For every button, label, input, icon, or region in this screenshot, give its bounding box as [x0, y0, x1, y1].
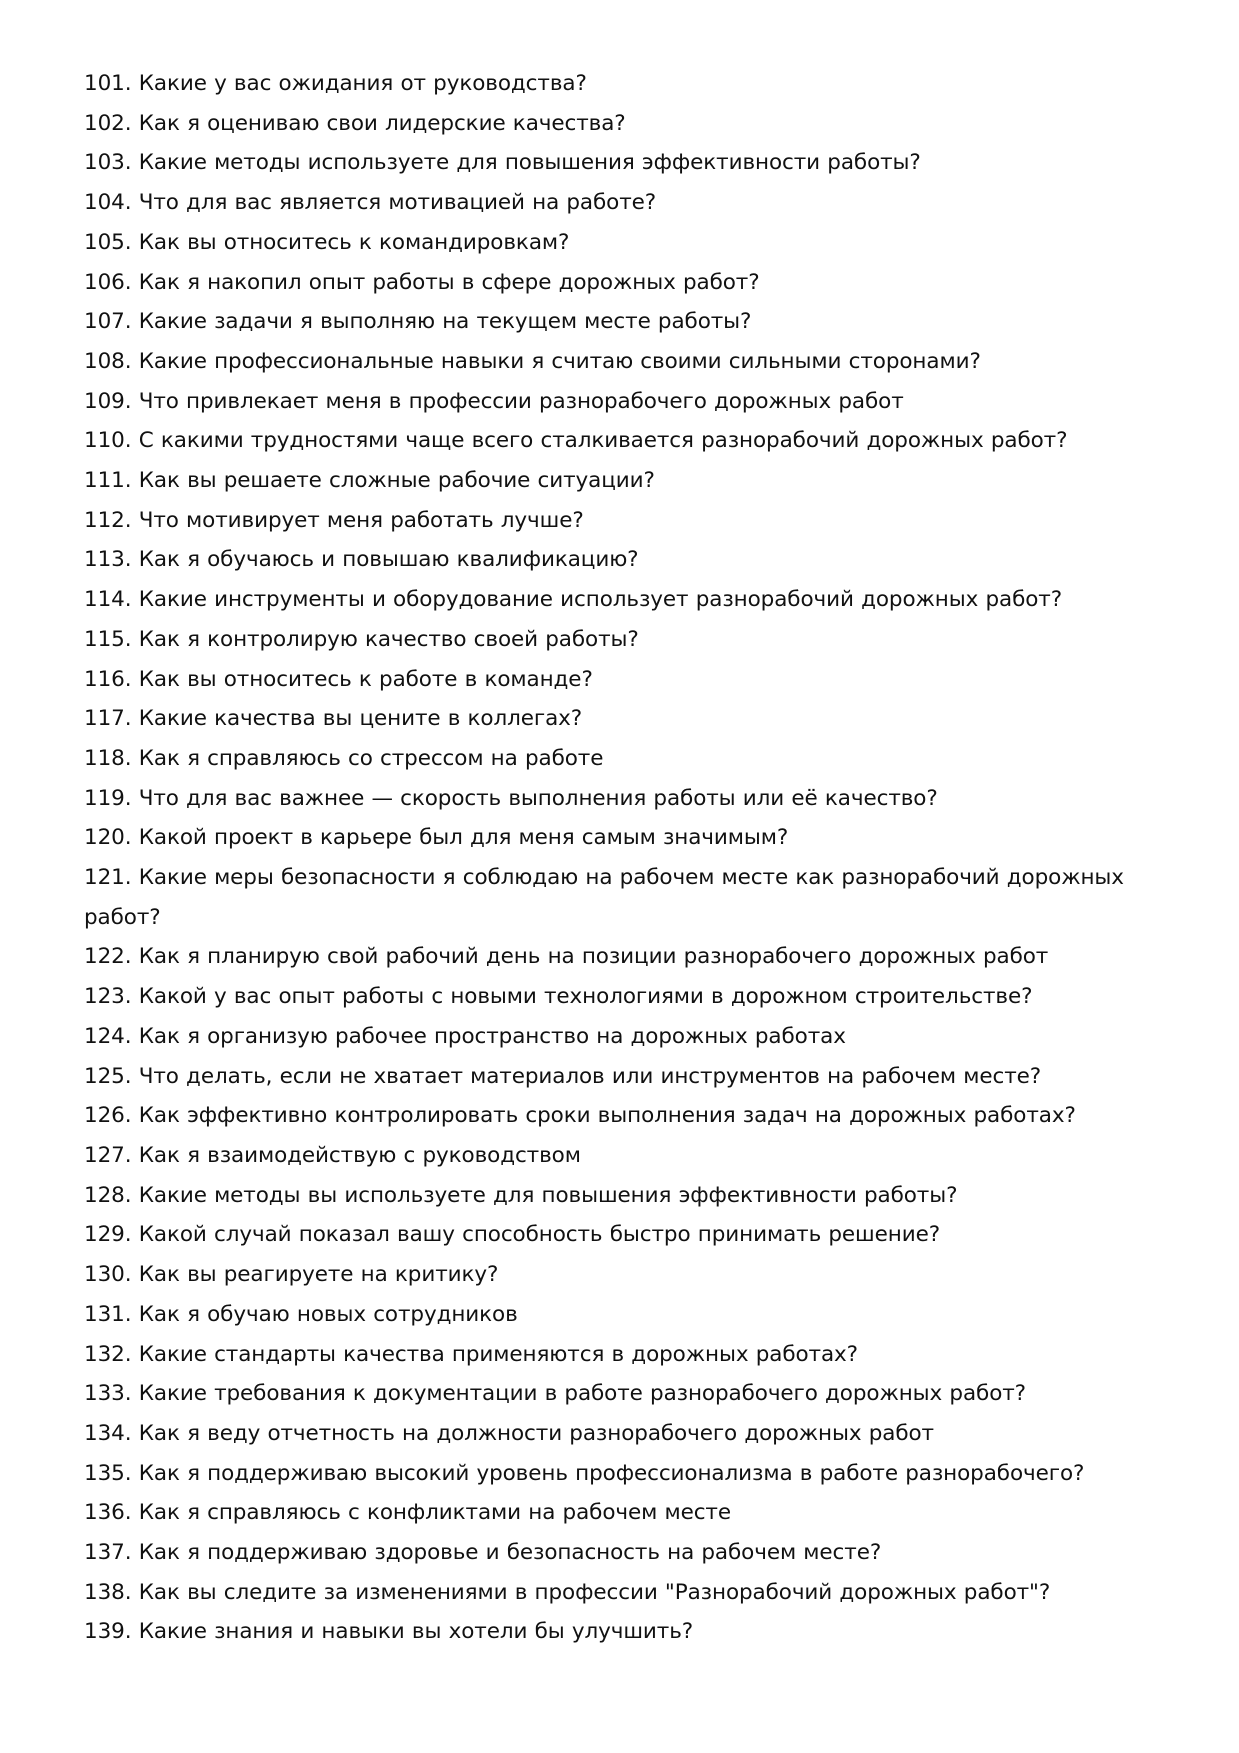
list-item: 109. Что привлекает меня в профессии разнорабочего дорожных работ [84, 388, 904, 414]
list-item: 134. Как я веду отчетность на должности разнорабочего дорожных работ [84, 1420, 934, 1446]
list-item: 138. Как вы следите за изменениями в профессии "Разнорабочий дорожных работ"? [84, 1579, 1051, 1605]
list-item: 123. Какой у вас опыт работы с новыми технологиями в дорожном строительстве? [84, 984, 1033, 1010]
list-item: 113. Как я обучаюсь и повышаю квалификацию? [84, 547, 639, 573]
list-item: 126. Как эффективно контролировать сроки выполнения задач на дорожных работах? [84, 1103, 1076, 1129]
list-item: 118. Как я справляюсь со стрессом на работе [84, 745, 604, 771]
list-item: 115. Как я контролирую качество своей работы? [84, 626, 639, 652]
list-item: 111. Как вы решаете сложные рабочие ситуации? [84, 468, 655, 494]
list-item: 116. Как вы относитесь к работе в команде? [84, 666, 593, 692]
list-item: 102. Как я оцениваю свои лидерские качества? [84, 110, 626, 136]
list-item: 107. Какие задачи я выполняю на текущем месте работы? [84, 309, 752, 335]
list-item: 122. Как я планирую свой рабочий день на позиции разнорабочего дорожных работ [84, 944, 1049, 970]
list-item: 117. Какие качества вы цените в коллегах? [84, 706, 583, 732]
list-item: 125. Что делать, если не хватает материалов или инструментов на рабочем месте? [84, 1063, 1042, 1089]
list-item: 105. Как вы относитесь к командировкам? [84, 229, 570, 255]
list-item: 121. Какие меры безопасности я соблюдаю на рабочем месте как разнорабочий дорожных работ? [84, 865, 1124, 930]
list-item: 135. Как я поддерживаю высокий уровень профессионализма в работе разнорабочего? [84, 1460, 1085, 1486]
list-item: 112. Что мотивирует меня работать лучше? [84, 507, 584, 533]
list-item: 137. Как я поддерживаю здоровье и безопасность на рабочем месте? [84, 1540, 882, 1566]
list-item: 110. С какими трудностями чаще всего сталкивается разнорабочий дорожных работ? [84, 428, 1068, 454]
list-item: 103. Какие методы используете для повышения эффективности работы? [84, 150, 921, 176]
list-item: 133. Какие требования к документации в работе разнорабочего дорожных работ? [84, 1381, 1026, 1407]
list-item: 124. Как я организую рабочее пространство на дорожных работах [84, 1023, 846, 1049]
list-item: 128. Какие методы вы используете для повышения эффективности работы? [84, 1182, 958, 1208]
list-item: 127. Как я взаимодействую с руководством [84, 1142, 581, 1168]
list-item: 132. Какие стандарты качества применяются в дорожных работах? [84, 1341, 858, 1367]
list-item: 139. Какие знания и навыки вы хотели бы улучшить? [84, 1619, 694, 1645]
list-item: 120. Какой проект в карьере был для меня самым значимым? [84, 825, 789, 851]
list-item: 108. Какие профессиональные навыки я считаю своими сильными сторонами? [84, 348, 981, 374]
list-item: 136. Как я справляюсь с конфликтами на рабочем месте [84, 1500, 731, 1526]
list-item: 129. Какой случай показал вашу способность быстро принимать решение? [84, 1222, 941, 1248]
list-item: 131. Как я обучаю новых сотрудников [84, 1301, 518, 1327]
list-item: 106. Как я накопил опыт работы в сфере дорожных работ? [84, 269, 760, 295]
list-item: 101. Какие у вас ожидания от руководства? [84, 71, 587, 96]
document-page [84, 64, 1164, 1652]
list-item: 104. Что для вас является мотивацией на работе? [84, 190, 657, 216]
question-list [84, 64, 1164, 1652]
list-item: 119. Что для вас важнее — скорость выполнения работы или её качество? [84, 785, 938, 811]
list-item: 130. Как вы реагируете на критику? [84, 1262, 499, 1288]
list-item: 114. Какие инструменты и оборудование использует разнорабочий дорожных работ? [84, 587, 1063, 613]
